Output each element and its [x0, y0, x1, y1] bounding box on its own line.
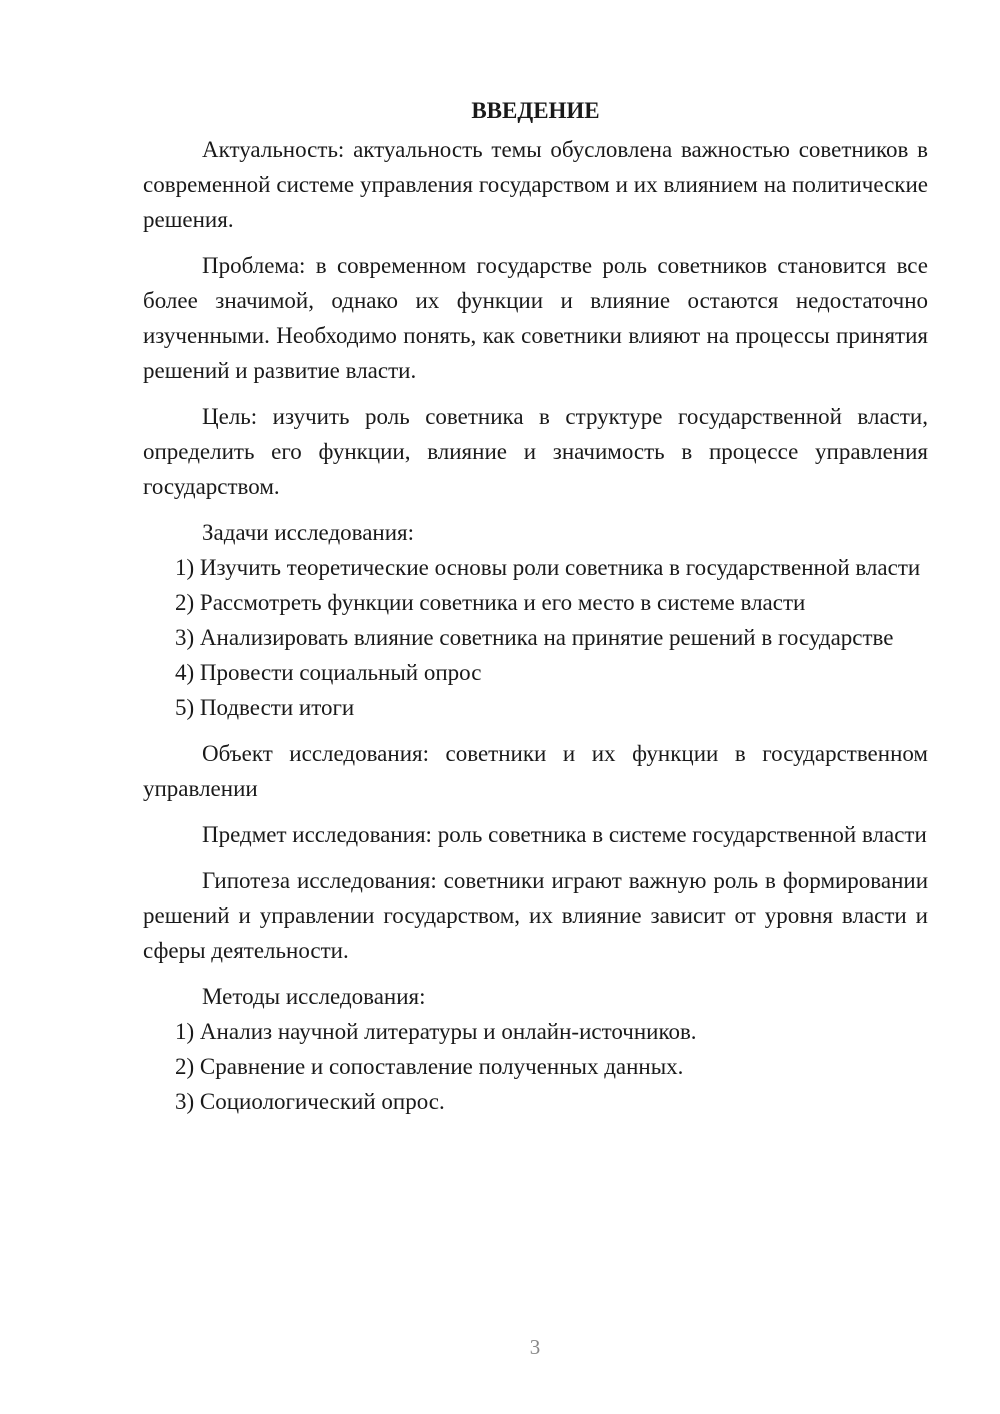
task-item-5: 5) Подвести итоги — [175, 695, 355, 720]
subject-paragraph: Предмет исследования: роль советника в системе государственной власти — [202, 822, 927, 847]
methods-heading: Методы исследования: — [202, 984, 426, 1009]
method-item-2: 2) Сравнение и сопоставление полученных данных. — [175, 1054, 684, 1079]
section-title: ВВЕДЕНИЕ — [471, 98, 600, 123]
page-content — [143, 93, 928, 1119]
object-paragraph: Объект исследования: советники и их функции в государственном управлении — [143, 741, 928, 801]
task-item-2: 2) Рассмотреть функции советника и его место в системе власти — [175, 590, 806, 615]
task-item-3: 3) Анализировать влияние советника на принятие решений в государстве — [175, 625, 894, 650]
relevance-paragraph: Актуальность: актуальность темы обусловлена важностью советников в современной системе управления государством и их влиянием на политические решения. — [143, 137, 928, 232]
hypothesis-paragraph: Гипотеза исследования: советники играют важную роль в формировании решений и управлении государством, их влияние зависит от уровня власти и сферы деятельности. — [143, 868, 928, 963]
problem-paragraph: Проблема: в современном государстве роль советников становится все более значимой, однако их функции и влияние остаются недостаточно изученными. Необходимо понять, как советники влияют на процессы принятия решений и развитие власти. — [143, 253, 928, 383]
method-item-1: 1) Анализ научной литературы и онлайн-источников. — [175, 1019, 697, 1044]
task-item-4: 4) Провести социальный опрос — [175, 660, 482, 685]
page-number: 3 — [529, 1335, 541, 1359]
method-item-3: 3) Социологический опрос. — [175, 1089, 445, 1114]
goal-paragraph: Цель: изучить роль советника в структуре государственной власти, определить его функции, влияние и значимость в процессе управления государством. — [143, 404, 928, 499]
tasks-heading: Задачи исследования: — [202, 520, 415, 545]
task-item-1: 1) Изучить теоретические основы роли советника в государственной власти — [175, 555, 921, 580]
